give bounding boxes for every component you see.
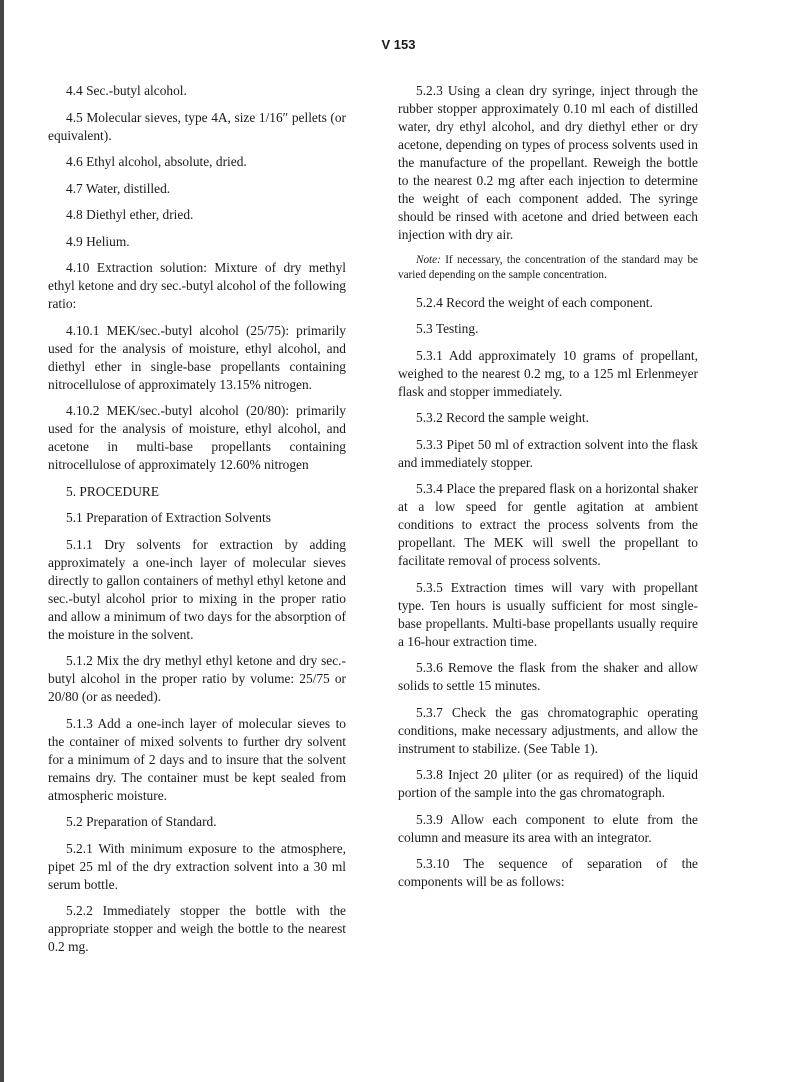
- paragraph: 4.10.1 MEK/sec.-butyl alcohol (25/75): primarily used for the analysis of moisture, ethyl alcohol, and diethyl ether in single-base propellants containing nitrocellulose of approximately 13.15% nitrogen.: [48, 322, 346, 392]
- paragraph: 4.7 Water, distilled.: [66, 180, 171, 196]
- paragraph: 5.3.5 Extraction times will vary with propellant type. Ten hours is usually sufficient for most single-base propellants. Multi-base propellants usually require a 16-hour extraction time.: [398, 579, 698, 649]
- paragraph: 4.10.2 MEK/sec.-butyl alcohol (20/80): primarily used for the analysis of moisture, ethyl alcohol, and acetone in multi-base propellants containing nitrocellulose of approximately 12.60% nitrogen: [48, 403, 346, 472]
- paragraph: 4.9 Helium.: [66, 233, 130, 249]
- paragraph: 5.2.3 Using a clean dry syringe, inject through the rubber stopper approximately 0.10 ml each of distilled water, dry ethyl alcohol, and dry diethyl ether or dry acetone, depending on types of process solvents used in the manufacture of the propellant. Reweigh the bottle to the nearest 0.2 mg after each injection to determine the weight of each component added. The syringe should be rinsed with acetone and dried between each injection with dry air.: [398, 83, 698, 242]
- paragraph: 5.3.10 The sequence of separation of the components will be as follows:: [398, 856, 698, 889]
- page-header: V 153: [381, 37, 416, 52]
- subsection-heading: 5.1 Preparation of Extraction Solvents: [66, 510, 271, 525]
- paragraph: 5.3.8 Inject 20 μliter (or as required) of the liquid portion of the sample into the gas chromatograph.: [398, 767, 698, 800]
- note-label: Note:: [416, 253, 441, 266]
- left-column: [48, 82, 346, 965]
- paragraph: 4.8 Diethyl ether, dried.: [66, 207, 194, 222]
- paragraph: 5.2.2 Immediately stopper the bottle with the appropriate stopper and weigh the bottle to the nearest 0.2 mg.: [48, 903, 346, 954]
- paragraph: 5.3.2 Record the sample weight.: [416, 410, 589, 425]
- paragraph: 5.1.2 Mix the dry methyl ethyl ketone and dry sec.-butyl alcohol in the proper ratio by volume: 25/75 or 20/80 (or as needed).: [48, 653, 346, 704]
- paragraph: 5.1.1 Dry solvents for extraction by adding approximately a one-inch layer of molecular sieves directly to gallon containers of methyl ethyl ketone and sec.-butyl alcohol prior to mixing in the proper ratio and allow a minimum of two days for the absorption of the moisture in the solvent.: [48, 536, 346, 642]
- paragraph: 5.3.3 Pipet 50 ml of extraction solvent into the flask and immediately stopper.: [398, 436, 698, 470]
- paragraph: 4.5 Molecular sieves, type 4A, size 1/16″ pellets (or equivalent).: [48, 109, 346, 143]
- paragraph: 5.3.9 Allow each component to elute from the column and measure its area with an integrator.: [398, 811, 698, 845]
- paragraph: 5.2.1 With minimum exposure to the atmosphere, pipet 25 ml of the dry extraction solvent into a 30 ml serum bottle.: [48, 840, 346, 892]
- paragraph: 5.3.1 Add approximately 10 grams of propellant, weighed to the nearest 0.2 mg, to a 125 ml Erlenmeyer flask and stopper immediately.: [398, 347, 698, 399]
- paragraph: 4.6 Ethyl alcohol, absolute, dried.: [66, 154, 247, 169]
- paragraph: 5.1.3 Add a one-inch layer of molecular sieves to the container of mixed solvents to further dry solvent for a minimum of 2 days and to insure that the solvent remains dry. The container must be kept sealed from atmospheric moisture.: [48, 715, 346, 803]
- paragraph: 4.10 Extraction solution: Mixture of dry methyl ethyl ketone and dry sec.-butyl alcohol of the following ratio:: [48, 260, 346, 311]
- right-column: [398, 82, 698, 900]
- note: [398, 253, 698, 284]
- paragraph: 5.2.4 Record the weight of each component.: [416, 294, 653, 310]
- paragraph: 4.4 Sec.-butyl alcohol.: [66, 83, 187, 98]
- page-edge-rule: [0, 0, 4, 1082]
- section-heading: 5. PROCEDURE: [66, 483, 160, 499]
- paragraph: 5.3.7 Check the gas chromatographic operating conditions, make necessary adjustments, and allow the instrument to stabilize. (See Table 1).: [398, 704, 698, 756]
- note-text: If necessary, the concentration of the standard may be varied depending on the sample concentration.: [398, 253, 699, 281]
- subsection-heading: 5.3 Testing.: [416, 321, 479, 336]
- paragraph: 5.3.4 Place the prepared flask on a horizontal shaker at a low speed for gentle agitation at ambient conditions to extract the process solvents from the propellant. The MEK will swell the propellant to facilitate removal of process solvents.: [398, 481, 698, 568]
- paragraph: 5.3.6 Remove the flask from the shaker and allow solids to settle 15 minutes.: [398, 660, 698, 693]
- subsection-heading: 5.2 Preparation of Standard.: [66, 814, 217, 829]
